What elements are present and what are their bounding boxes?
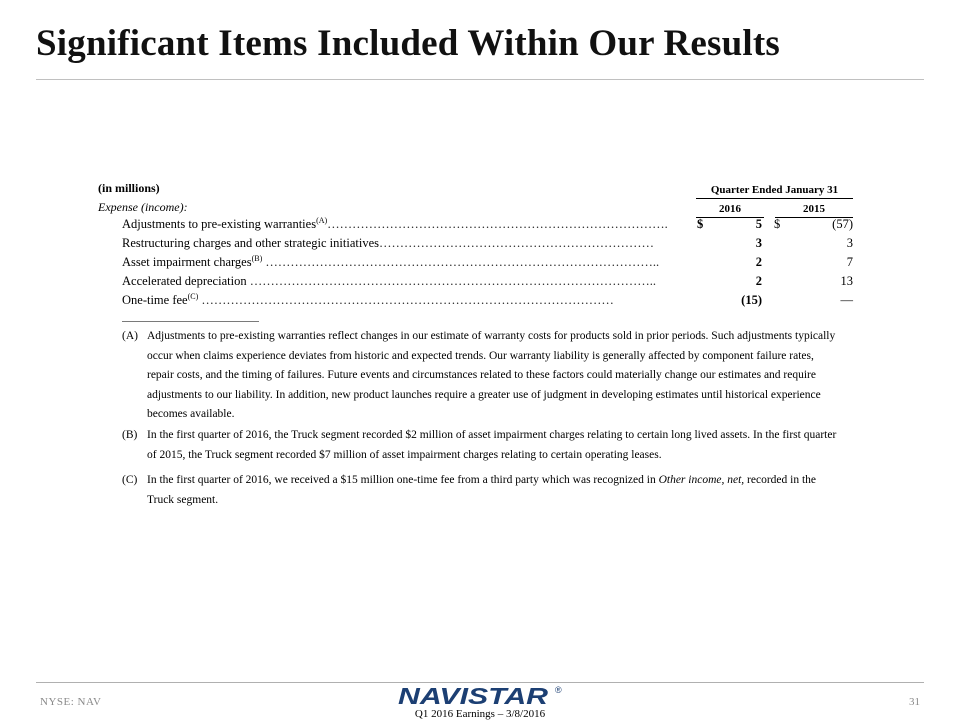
table-row: [122, 217, 853, 235]
value-2016: 3: [755, 236, 762, 250]
italic-term: Other income, net,: [658, 474, 745, 486]
page-number: 31: [909, 696, 920, 708]
units-label: (in millions): [98, 181, 160, 195]
footer-divider: [36, 682, 924, 683]
footnote-a: [122, 327, 837, 425]
footnote-b: [122, 426, 837, 465]
footnote-text: In the first quarter of 2016, the Truck segment recorded $2 million of asset impairment charges relating to certain long lived assets. In the first quarter of 2015, the Truck segment recorded $7 million of asset impairment charges relating to certain operating leases.: [147, 429, 837, 461]
value-2016: 2: [755, 255, 762, 269]
footnote-divider: [122, 321, 259, 322]
value-2015: 13: [840, 274, 853, 288]
value-2015: (57): [832, 217, 853, 231]
footnote-letter: (B): [122, 429, 138, 441]
footnote-c: [122, 471, 837, 510]
value-2015: 7: [846, 255, 853, 269]
year-header-2016: 2016: [696, 203, 764, 218]
row-label: Restructuring charges and other strategic initiatives…………………………………………………………: [122, 236, 654, 250]
row-label: Asset impairment charges$^{(B)}$ …………………………………………………………………………………..: [122, 255, 660, 269]
footer-caption: Q1 2016 Earnings – 3/8/2016: [414, 708, 546, 720]
table-row: [122, 274, 853, 292]
navistar-logo: [398, 684, 570, 708]
footnote-text: Adjustments to pre-existing warranties reflect changes in our estimate of warranty costs for products sold in prior periods. Such adjustments typically occur when claims experience deviates from historic and expected trends. Our warranty liability is generally affected by component failure rates, repair costs, and the timing of failures. Future events and circumstances related to these factors could materially change our estimates and require adjustments to our liability. In addition, new product launches require a greater use of judgment in developing estimates until historical experience becomes available.: [147, 330, 836, 420]
ticker-symbol: NYSE: NAV: [40, 696, 102, 708]
title-divider: [36, 79, 924, 80]
row-label: One-time fee$^{(C)}$ ………………………………………………………………………………………: [122, 293, 614, 307]
row-label: Adjustments to pre-existing warranties$^{(A)}$……………………………………………………………………….: [122, 217, 668, 231]
value-2016: 2: [755, 274, 762, 288]
table-row: [122, 255, 853, 273]
footnote-text: In the first quarter of 2016, we received a $15 million one-time fee from a third party which was recognized in Other income, net, recorded in the Truck segment.: [147, 474, 817, 506]
table-row: [122, 236, 853, 254]
table-row: [122, 293, 853, 311]
value-2016: (15): [741, 293, 762, 307]
currency-symbol: $: [774, 217, 781, 231]
slide-title: Significant Items Included Within Our Results: [36, 23, 781, 64]
period-header: Quarter Ended January 31: [696, 184, 853, 199]
logo-wordmark: NAVISTAR: [398, 684, 549, 708]
currency-symbol: $: [697, 217, 704, 231]
value-2015: 3: [846, 236, 853, 250]
footnote-letter: (A): [122, 330, 138, 342]
value-2016: 5: [755, 217, 762, 231]
footnote-letter: (C): [122, 474, 138, 486]
row-label: Accelerated depreciation ……………………………………………………………………………………..: [122, 274, 656, 288]
registered-mark: ®: [555, 685, 562, 695]
year-header-2015: 2015: [775, 203, 853, 218]
value-2015: —: [840, 293, 853, 307]
section-label: Expense (income):: [98, 200, 188, 214]
